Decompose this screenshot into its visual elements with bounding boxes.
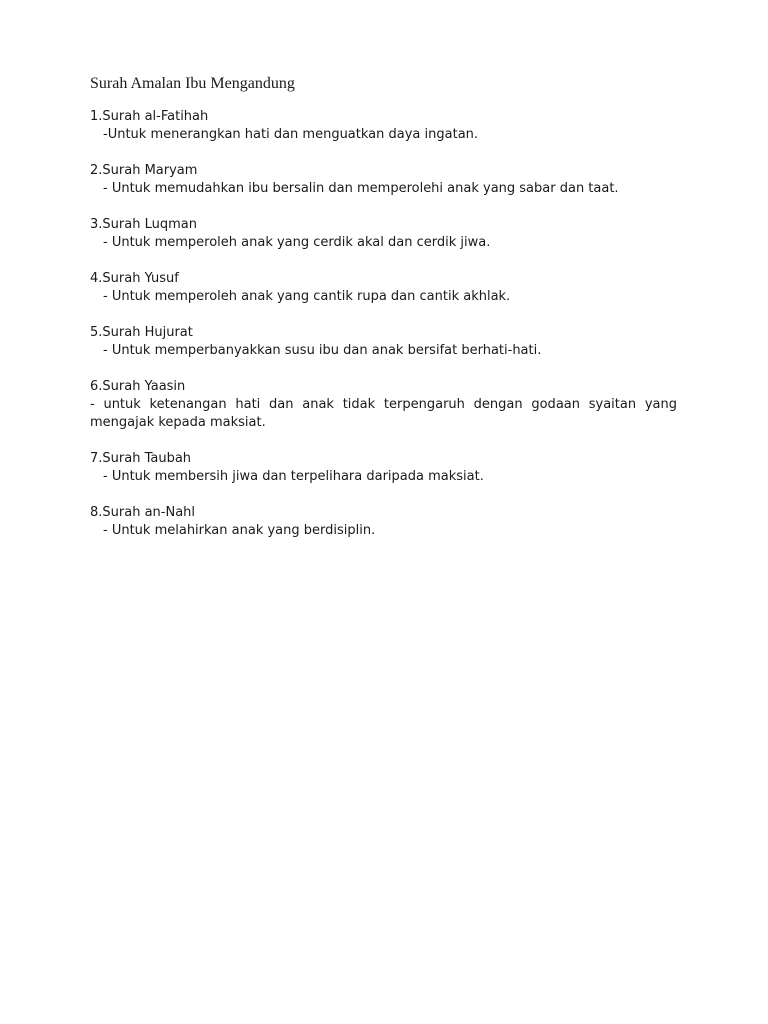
list-item	[90, 270, 677, 306]
entry-description: - Untuk melahirkan anak yang berdisiplin.	[103, 523, 376, 538]
entry-description: - Untuk memperoleh anak yang cerdik akal dan cerdik jiwa.	[103, 235, 491, 250]
entry-description: - Untuk memperoleh anak yang cantik rupa dan cantik akhlak.	[103, 289, 511, 304]
entry-description: -Untuk menerangkan hati dan menguatkan daya ingatan.	[103, 127, 479, 142]
entry-heading: 2.Surah Maryam	[90, 163, 198, 178]
list-item	[90, 450, 677, 486]
list-item	[90, 216, 677, 252]
list-item	[90, 108, 677, 144]
entry-heading: 3.Surah Luqman	[90, 217, 197, 232]
list-item	[90, 162, 677, 198]
entry-heading: 6.Surah Yaasin	[90, 379, 186, 394]
list-item	[90, 324, 677, 360]
entry-heading: 8.Surah an-Nahl	[90, 505, 196, 520]
list-item	[90, 504, 677, 540]
list-item	[90, 378, 677, 432]
entry-heading: 4.Surah Yusuf	[90, 271, 179, 286]
entry-heading: 5.Surah Hujurat	[90, 325, 193, 340]
entry-description: - untuk ketenangan hati dan anak tidak terpengaruh dengan godaan syaitan yang mengajak kepada maksiat.	[90, 397, 677, 430]
entry-description: - Untuk membersih jiwa dan terpelihara daripada maksiat.	[103, 469, 484, 484]
entry-heading: 7.Surah Taubah	[90, 451, 192, 466]
entry-description: - Untuk memudahkan ibu bersalin dan memperolehi anak yang sabar dan taat.	[103, 181, 619, 196]
entry-description: - Untuk memperbanyakkan susu ibu dan anak bersifat berhati-hati.	[103, 343, 542, 358]
document-page	[90, 72, 677, 558]
entry-heading: 1.Surah al-Fatihah	[90, 109, 209, 124]
document-title: Surah Amalan Ibu Mengandung	[90, 75, 295, 92]
